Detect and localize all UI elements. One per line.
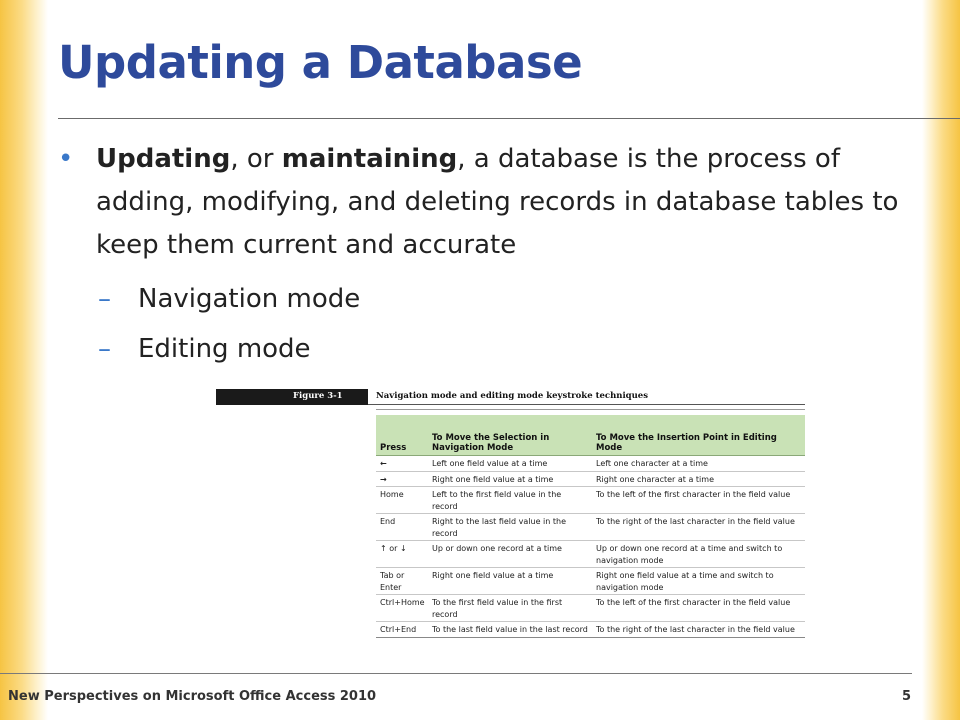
bullet-text: , a database is the process of adding, modifying, and deleting records in database tables to keep them current and accurate	[96, 144, 899, 260]
figure-rule-secondary	[376, 409, 805, 410]
edit-cell: Left one character at a time	[592, 456, 805, 472]
keystroke-table	[376, 415, 805, 638]
table-header-row	[376, 415, 805, 456]
right-accent-bar	[922, 0, 960, 720]
figure-header	[216, 389, 805, 405]
figure-rule	[368, 404, 805, 405]
bullet-item	[58, 138, 918, 267]
key-left-arrow: ←	[376, 456, 428, 472]
nav-cell: Right one field value at a time	[428, 568, 592, 595]
title-divider	[58, 118, 960, 119]
edit-cell: To the left of the first character in the field value	[592, 487, 805, 514]
keystroke-figure	[216, 389, 805, 659]
footer-divider	[0, 673, 912, 674]
nav-cell: Left to the first field value in the record	[428, 487, 592, 514]
edit-cell: To the right of the last character in the field value	[592, 622, 805, 638]
term-updating: Updating	[96, 144, 231, 174]
key-cell: Home	[376, 487, 428, 514]
subbullet-label: Navigation mode	[138, 284, 361, 314]
column-header-press: Press	[376, 415, 428, 456]
figure-label-box	[216, 389, 368, 405]
edit-cell: To the left of the first character in the field value	[592, 595, 805, 622]
figure-caption: Navigation mode and editing mode keystroke techniques	[376, 391, 648, 401]
bullet-list	[58, 138, 918, 375]
bullet-connector: , or	[230, 144, 282, 174]
table-row	[376, 456, 805, 472]
subbullet-navigation-mode	[58, 273, 918, 325]
table-row	[376, 568, 805, 595]
slide-title: Updating a Database	[58, 36, 583, 89]
table-row	[376, 622, 805, 638]
table-row	[376, 595, 805, 622]
column-header-editing: To Move the Insertion Point in Editing Mode	[592, 415, 805, 456]
edit-cell: Right one field value at a time and switch to navigation mode	[592, 568, 805, 595]
table-row	[376, 471, 805, 487]
edit-cell: To the right of the last character in the field value	[592, 514, 805, 541]
table-row	[376, 487, 805, 514]
table-row	[376, 514, 805, 541]
key-cell: Tab or Enter	[376, 568, 428, 595]
key-cell: Ctrl+End	[376, 622, 428, 638]
page-number: 5	[902, 689, 912, 704]
figure-label: Figure 3-1	[293, 391, 343, 401]
nav-cell: Up or down one record at a time	[428, 541, 592, 568]
key-cell: End	[376, 514, 428, 541]
sub-marker: –	[98, 284, 111, 314]
nav-cell: To the first field value in the first record	[428, 595, 592, 622]
nav-cell: Left one field value at a time	[428, 456, 592, 472]
sub-marker: –	[98, 334, 111, 364]
table-row	[376, 541, 805, 568]
column-header-navigation: To Move the Selection in Navigation Mode	[428, 415, 592, 456]
nav-cell: To the last field value in the last record	[428, 622, 592, 638]
key-up-down-arrows: ↑ or ↓	[376, 541, 428, 568]
bullet-marker: •	[58, 144, 74, 174]
subbullet-label: Editing mode	[138, 334, 311, 364]
nav-cell: Right one field value at a time	[428, 471, 592, 487]
key-cell: Ctrl+Home	[376, 595, 428, 622]
key-right-arrow: →	[376, 471, 428, 487]
edit-cell: Up or down one record at a time and switch to navigation mode	[592, 541, 805, 568]
left-accent-bar	[0, 0, 48, 720]
term-maintaining: maintaining	[281, 144, 458, 174]
edit-cell: Right one character at a time	[592, 471, 805, 487]
nav-cell: Right to the last field value in the record	[428, 514, 592, 541]
footer-text: New Perspectives on Microsoft Office Access 2010	[8, 689, 377, 704]
subbullet-editing-mode	[58, 323, 918, 375]
